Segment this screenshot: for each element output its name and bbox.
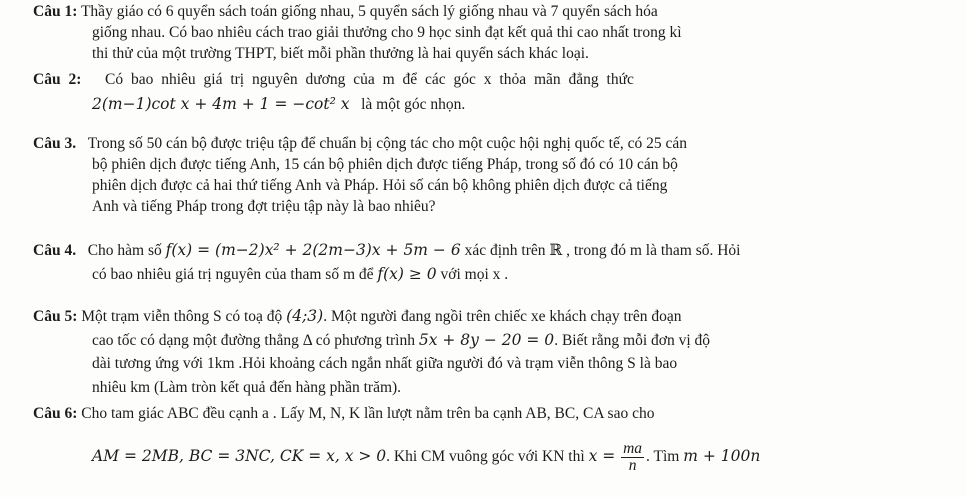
question-2-line-2 bbox=[92, 94, 465, 115]
question-5-text-4: . Biết rằng mỗi đơn vị độ bbox=[554, 332, 711, 349]
question-5-point: (4;3) bbox=[286, 307, 324, 325]
question-4-condition: f(x) ≥ 0 bbox=[377, 265, 437, 283]
question-5-text-1: Một trạm viễn thông S có toạ độ bbox=[81, 308, 283, 325]
question-1-line-2 bbox=[92, 23, 682, 43]
question-5-line-2 bbox=[92, 330, 710, 351]
question-1-text-2: giống nhau. Có bao nhiêu cách trao giải thưởng cho 9 học sinh đạt kết quả thi cao nhất trong kì bbox=[92, 24, 682, 41]
question-1-line-3 bbox=[92, 44, 589, 64]
question-5-label: Câu 5: bbox=[33, 308, 78, 325]
question-3-text-3: phiên dịch được cả hai thứ tiếng Anh và Pháp. Hỏi số cán bộ không phiên dịch được cả tiếng bbox=[92, 177, 668, 194]
question-6-line-2 bbox=[92, 438, 760, 475]
question-3-label: Câu 3. bbox=[33, 135, 77, 152]
question-6-fraction-denominator: n bbox=[628, 456, 637, 474]
question-5-line-3 bbox=[92, 354, 677, 374]
question-3-line-3 bbox=[92, 176, 667, 196]
question-5-text-3: cao tốc có dạng một đường thẳng Δ có phương trình bbox=[92, 332, 415, 349]
question-3-text-1: Trong số 50 cán bộ được triệu tập để chuẩn bị cộng tác cho một cuộc hội nghị quốc tế, có 25 cán bbox=[87, 135, 687, 152]
question-5-line-4 bbox=[92, 378, 401, 398]
question-2-formula: 2(m−1)cot x + 4m + 1 = −cot² x bbox=[92, 95, 350, 113]
question-4-text-4: với mọi x . bbox=[440, 266, 509, 283]
question-5-text-5: dài tương ứng với 1km .Hỏi khoảng cách ngắn nhất giữa người đó và trạm viễn thông S là bao bbox=[92, 355, 678, 372]
question-5-text-2: . Một người đang ngồi trên chiếc xe khách chạy trên đoạn bbox=[323, 308, 682, 325]
question-4-line-2 bbox=[92, 264, 508, 285]
question-1-label: Câu 1: bbox=[33, 3, 78, 20]
question-5-equation: 5x + 8y − 20 = 0 bbox=[418, 331, 555, 349]
question-3-line-2 bbox=[92, 155, 678, 175]
question-5-text-6: nhiêu km (Làm tròn kết quả đến hàng phần trăm). bbox=[92, 379, 402, 396]
question-3-line-4 bbox=[92, 197, 436, 217]
question-6-label: Câu 6: bbox=[33, 405, 78, 422]
question-4-text-2: xác định trên ℝ , trong đó m là tham số. Hỏi bbox=[464, 242, 741, 259]
question-2-line-1 bbox=[33, 70, 634, 90]
question-5-line-1 bbox=[33, 306, 682, 327]
question-2-label: Câu 2: bbox=[33, 71, 82, 88]
question-6-text-3: . Tìm bbox=[646, 448, 680, 465]
question-4-line-1 bbox=[33, 240, 740, 261]
question-6-x-equals: x = bbox=[588, 447, 616, 465]
question-4-text-1: Cho hàm số bbox=[87, 242, 162, 259]
question-2-text-2: là một góc nhọn. bbox=[361, 96, 466, 113]
question-2-text-1: Có bao nhiêu giá trị nguyên dương của m để các góc x thỏa mãn đẳng thức bbox=[104, 71, 634, 88]
question-6-fraction bbox=[621, 441, 644, 474]
question-3-text-2: bộ phiên dịch được tiếng Anh, 15 cán bộ phiên dịch được tiếng Pháp, trong số đó có 10 cán bộ bbox=[92, 156, 678, 173]
question-1-text-3: thi thử của một trường THPT, biết mỗi phần thưởng là hai quyển sách khác loại. bbox=[92, 45, 589, 62]
question-4-text-3: có bao nhiêu giá trị nguyên của tham số m để bbox=[92, 266, 374, 283]
question-1-line-1 bbox=[33, 2, 658, 22]
question-3-line-1 bbox=[33, 134, 687, 154]
question-4-label: Câu 4. bbox=[33, 242, 77, 259]
question-1-text-1: Thầy giáo có 6 quyển sách toán giống nhau, 5 quyển sách lý giống nhau và 7 quyển sách hóa bbox=[80, 3, 658, 20]
question-6-target: m + 100n bbox=[683, 447, 761, 465]
question-6-line-1 bbox=[33, 404, 654, 424]
question-6-text-1: Cho tam giác ABC đều cạnh a . Lấy M, N, K lần lượt nằm trên ba cạnh AB, BC, CA sao cho bbox=[81, 405, 655, 422]
question-4-formula: f(x) = (m−2)x² + 2(2m−3)x + 5m − 6 bbox=[165, 241, 461, 259]
question-3-text-4: Anh và tiếng Pháp trong đợt triệu tập này là bao nhiêu? bbox=[92, 198, 436, 215]
question-6-condition: AM = 2MB, BC = 3NC, CK = x, x > 0 bbox=[92, 447, 387, 465]
question-6-text-2: . Khi CM vuông góc với KN thì bbox=[386, 448, 585, 465]
question-6-fraction-numerator: ma bbox=[623, 439, 643, 457]
